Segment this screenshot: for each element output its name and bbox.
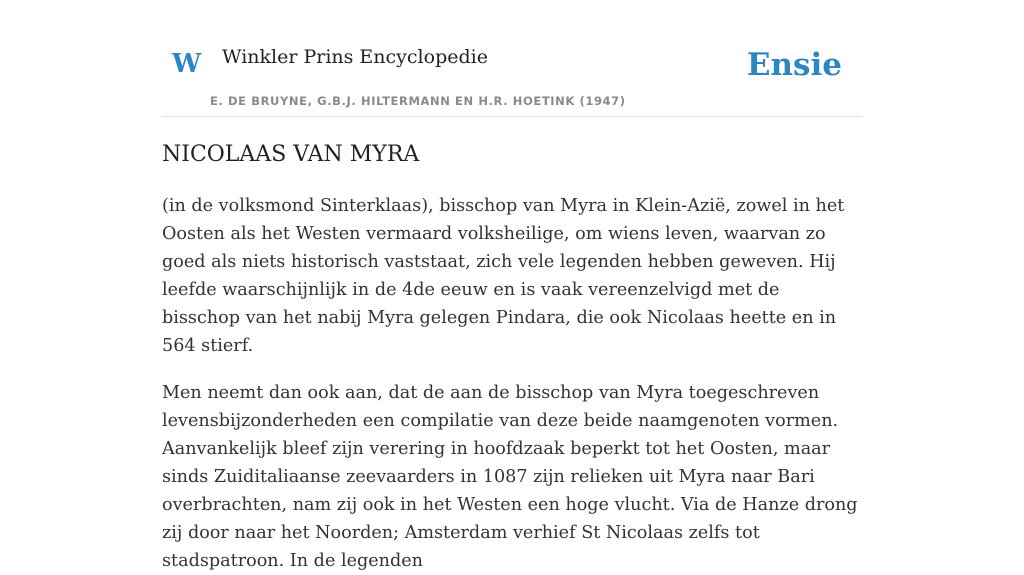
encyclopedia-title[interactable]: Winkler Prins Encyclopedie (222, 46, 488, 68)
article-title: NICOLAAS VAN MYRA (162, 142, 420, 167)
article (162, 140, 862, 575)
article-paragraph: (in de volksmond Sinterklaas), bisschop van Myra in Klein-Azië, zowel in het Oosten als het Westen vermaard volksheilige, om wiens leven, waarvan zo goed als niets historisch vaststaat, zich vele legenden hebben geweven. Hij leefde waarschijnlijk in de 4de eeuw en is vaak vereenzelvigd met de bisschop van het nabij Myra gelegen Pindara, die ook Nicolaas heette en in 564 stierf. (162, 196, 845, 356)
site-header (162, 30, 862, 117)
encyclopedia-logo[interactable]: W (172, 49, 202, 79)
ensie-logo[interactable]: Ensie (746, 47, 842, 83)
article-paragraph: Men neemt dan ook aan, dat de aan de bisschop van Myra toegeschreven levensbijzonderheden een compilatie van deze beide naamgenoten vormen. Aanvankelijk bleef zijn verering in hoofdzaak beperkt tot het Oosten, maar sinds Zuiditaliaanse zeevaarders in 1087 zijn relieken uit Myra naar Bari overbrachten, nam zij ook in het Westen een hoge vlucht. Via de Hanze drong zij door naar het Noorden; Amsterdam verhief St Nicolaas zelfs tot stadspatroon. In de legenden (162, 383, 858, 571)
authors-byline: E. DE BRUYNE, G.B.J. HILTERMANN EN H.R. HOETINK (1947) (210, 94, 626, 108)
